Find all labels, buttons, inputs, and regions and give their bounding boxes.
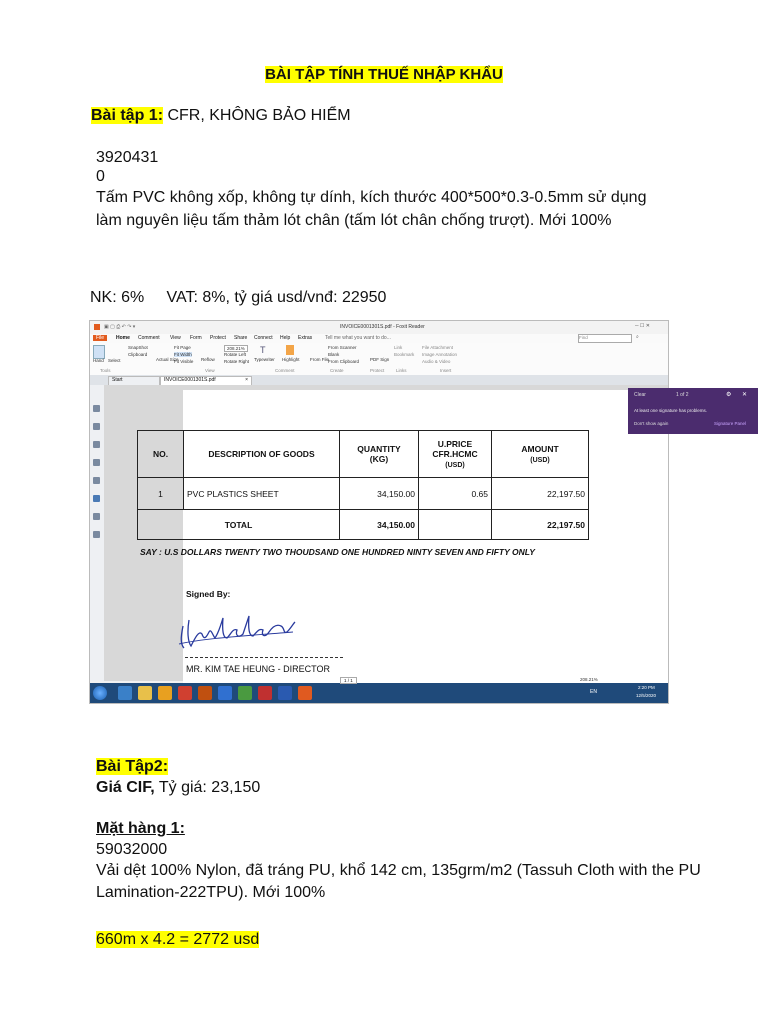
media-icon[interactable] (158, 686, 172, 700)
page-navigator[interactable]: 1 / 1 (340, 677, 357, 684)
group-tools: Tools (100, 368, 111, 373)
app-icon[interactable] (258, 686, 272, 700)
header-price-line2: CFR.HCMC (432, 449, 478, 459)
header-qty (340, 431, 419, 478)
pages-panel-icon[interactable] (93, 423, 100, 430)
audio-video-label[interactable]: Audio & Video (422, 359, 451, 364)
goods-desc-line-2: làm nguyên liệu tấm thảm lót chân (tấm lót chân chống trượt). Mới 100% (96, 212, 612, 229)
zoom-select[interactable]: 208.21% (224, 345, 248, 352)
header-amount (492, 431, 589, 478)
actual-size-label[interactable]: Actual Size (156, 357, 179, 362)
hs-code-line-2: 0 (96, 168, 105, 185)
item-1-desc-line-2: Lamination-222TPU). Mới 100% (96, 884, 326, 901)
menu-connect[interactable]: Connect (254, 335, 273, 341)
menu-comment[interactable]: Comment (138, 335, 160, 341)
row-qty: 34,150.00 (340, 478, 419, 510)
clipboard-label[interactable]: Clipboard (128, 352, 148, 357)
layers-panel-icon[interactable] (93, 441, 100, 448)
menu-protect[interactable]: Protect (210, 335, 226, 341)
header-qty-line2: (KG) (369, 454, 389, 464)
chrome-icon[interactable] (178, 686, 192, 700)
row-amount: 22,197.50 (492, 478, 589, 510)
header-price-line1: U.PRICE (437, 439, 473, 449)
item-1-desc-line-1: Vải dệt 100% Nylon, đã tráng PU, khổ 142 cm, 135grm/m2 (Tassuh Cloth with the PU (96, 862, 701, 879)
director-name: MR. KIM TAE HEUNG - DIRECTOR (186, 664, 331, 674)
header-qty-line1: QUANTITY (357, 444, 401, 454)
row-price: 0.65 (419, 478, 492, 510)
side-toolbar (90, 385, 105, 681)
header-amount-line1: AMOUNT (521, 444, 559, 454)
signed-by: Signed By: (186, 589, 231, 599)
popup-pages: 1 of 2 (676, 392, 689, 398)
link-label[interactable]: Link (394, 345, 403, 350)
amount-in-words: SAY : U.S DOLLARS TWENTY TWO THOUDSAND ONE HUNDRED NINTY SEVEN AND FIFTY ONLY (140, 547, 535, 557)
window-title: INVOICE0001301S.pdf - Foxit Reader (340, 324, 425, 330)
menu-home[interactable]: Home (116, 335, 130, 341)
reflow-label[interactable]: Reflow (201, 357, 215, 362)
page-title: BÀI TẬP TÍNH THUẾ NHẬP KHẨU (265, 66, 503, 83)
title-bar (90, 321, 668, 335)
hand-icon[interactable] (93, 345, 105, 359)
total-amount: 22,197.50 (492, 510, 589, 540)
group-insert: Insert (440, 368, 452, 373)
firefox-icon[interactable] (198, 686, 212, 700)
hand-label: Hand (93, 358, 104, 363)
attachments-panel-icon[interactable] (93, 477, 100, 484)
security-panel-icon[interactable] (93, 513, 100, 520)
language-indicator[interactable]: EN (590, 689, 597, 695)
highlight-icon[interactable] (286, 345, 294, 355)
table-row (138, 478, 589, 510)
popup-clear[interactable]: Clear (634, 392, 646, 398)
total-qty: 34,150.00 (340, 510, 419, 540)
tell-me-box[interactable]: Tell me what you want to do... (325, 335, 391, 341)
start-button-icon[interactable] (93, 686, 107, 700)
item-1-heading: Mặt hàng 1: (96, 820, 185, 837)
ie-icon[interactable] (118, 686, 132, 700)
header-price (419, 431, 492, 478)
foxit-icon[interactable] (298, 686, 312, 700)
bookmark-panel-icon[interactable] (93, 405, 100, 412)
row-no: 1 (138, 478, 184, 510)
menu-form[interactable]: Form (190, 335, 202, 341)
header-amount-line2: (USD) (530, 457, 550, 464)
status-zoom[interactable]: 208.21% (580, 677, 598, 682)
window-controls[interactable]: ─ ☐ ✕ (635, 323, 650, 329)
signature-image (175, 608, 300, 653)
invoice-table (137, 430, 589, 540)
app-icon[interactable] (218, 686, 232, 700)
exercise-2-price: Giá CIF, Tỷ giá: 23,150 (96, 779, 261, 796)
blank-label[interactable]: Blank (328, 352, 340, 357)
tab-invoice-label: INVOICE0001301S.pdf (164, 377, 216, 383)
fit-visible-label[interactable]: Fit Visible (174, 359, 194, 364)
clock-time[interactable]: 2:20 PM (638, 685, 655, 690)
quick-access-icons: ▣ ▢ ⎙ ↶ ↷ ▾ (104, 324, 136, 330)
total-row (138, 510, 589, 540)
signature-line (185, 657, 343, 658)
goods-desc-line-1: Tấm PVC không xốp, không tự dính, kích thước 400*500*0.3-0.5mm sử dụng (96, 189, 647, 206)
group-view: View (205, 368, 215, 373)
group-comment: Comment (275, 368, 295, 373)
group-protect: Protect (370, 368, 385, 373)
menu-bar (90, 334, 668, 343)
highlight-label[interactable]: Highlight (282, 357, 300, 362)
menu-help[interactable]: Help (280, 335, 291, 341)
total-price-empty (419, 510, 492, 540)
rotate-left-label[interactable]: Rotate Left (224, 352, 247, 357)
typewriter-label[interactable]: Typewriter (254, 357, 275, 362)
menu-file[interactable]: File (93, 335, 107, 341)
signature-panel-icon[interactable] (93, 495, 100, 502)
item-1-code: 59032000 (96, 841, 168, 858)
rotate-right-label[interactable]: Rotate Right (224, 359, 250, 364)
pdf-sign-label[interactable]: PDF Sign (370, 357, 390, 362)
menu-view[interactable]: View (170, 335, 181, 341)
row-desc: PVC PLASTICS SHEET (184, 478, 340, 510)
image-annotation-label[interactable]: Image Annotation (422, 352, 458, 357)
snapshot-label[interactable]: SnapShot (128, 345, 148, 350)
windows-taskbar (90, 683, 668, 703)
find-input[interactable]: Find (578, 334, 632, 343)
from-file-label[interactable]: From File (310, 357, 329, 362)
menu-extras[interactable]: Extras (298, 335, 313, 341)
popup-message: At least one signature has problems. (634, 408, 708, 413)
dont-show-checkbox[interactable]: Don't show again (634, 421, 669, 426)
header-no: NO. (138, 431, 184, 478)
exercise-2-heading: Bài Tập2: (96, 758, 169, 775)
item-1-calculation: 660m x 4.2 = 2772 usd (96, 931, 260, 948)
signature-panel-link[interactable]: Signature Panel (714, 421, 747, 426)
tab-start-label: Start (112, 377, 123, 383)
content-panel-icon[interactable] (93, 531, 100, 538)
gear-icon[interactable]: ⚙ (726, 392, 732, 398)
clock-date[interactable]: 12/5/2020 (636, 693, 657, 698)
group-links: Links (396, 368, 407, 373)
app-icon[interactable] (238, 686, 252, 700)
bookmark-label[interactable]: Bookmark (394, 352, 415, 357)
tax-rates: NK: 6% VAT: 8%, tỷ giá usd/vnđ: 22950 (90, 289, 387, 306)
select-label[interactable]: Select (108, 358, 121, 363)
menu-share[interactable]: Share (234, 335, 248, 341)
file-attachment-label[interactable]: File Attachment (422, 345, 454, 350)
signature-popup (628, 388, 758, 434)
header-desc: DESCRIPTION OF GOODS (184, 431, 340, 478)
close-icon[interactable]: ✕ (742, 392, 748, 398)
fit-page-label[interactable]: Fit Page (174, 345, 191, 350)
typewriter-icon[interactable]: T (260, 345, 266, 355)
from-scanner-label[interactable]: From Scanner (328, 345, 357, 350)
comments-panel-icon[interactable] (93, 459, 100, 466)
hs-code-line-1: 3920431 (96, 149, 159, 166)
total-label: TOTAL (138, 510, 340, 540)
exercise-1-heading: Bài tập 1: CFR, KHÔNG BẢO HIỂM (91, 107, 351, 124)
search-icon[interactable]: ⌕ (636, 334, 639, 340)
foxit-logo-icon (94, 324, 100, 330)
close-icon[interactable]: × (245, 377, 248, 383)
explorer-icon[interactable] (138, 686, 152, 700)
header-price-line3: (USD) (445, 462, 465, 469)
from-clipboard-label[interactable]: From Clipboard (328, 359, 360, 364)
group-create: Create (330, 368, 344, 373)
word-icon[interactable] (278, 686, 292, 700)
fit-width-label[interactable]: Fit Width (174, 352, 192, 357)
ribbon (90, 343, 668, 376)
